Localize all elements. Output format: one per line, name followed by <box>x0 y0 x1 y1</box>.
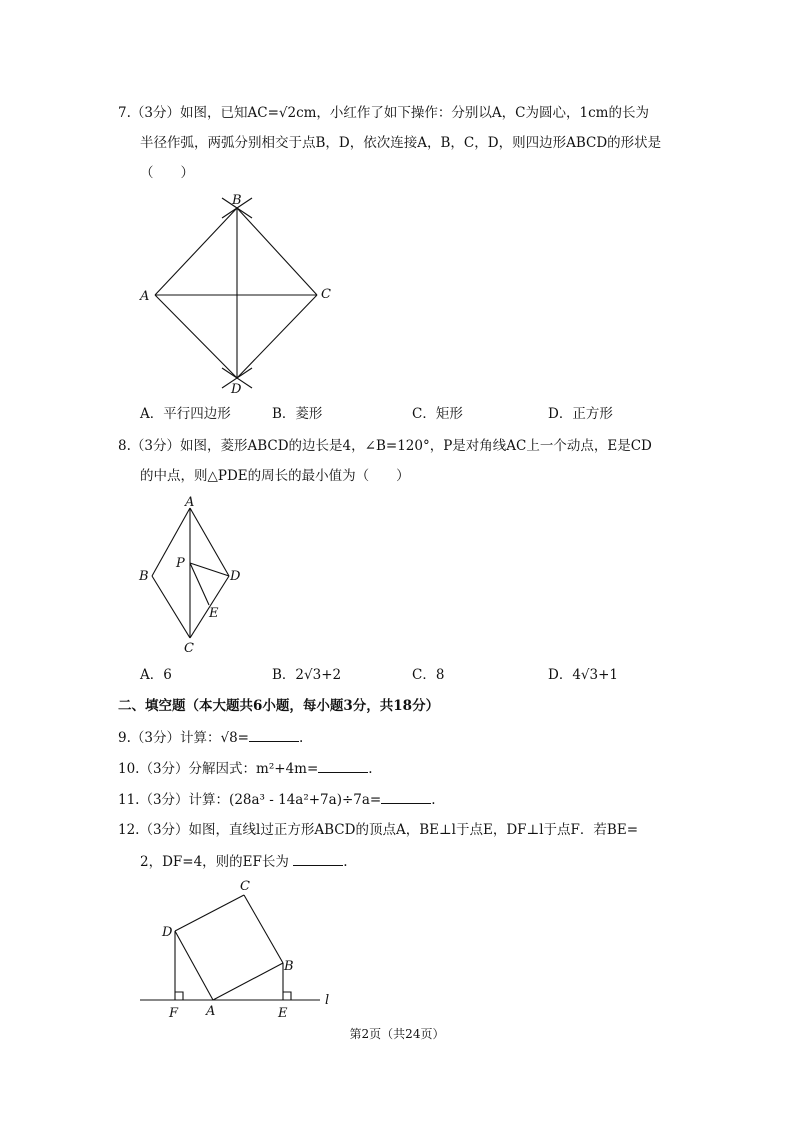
q8-label-B: B <box>139 569 149 584</box>
q7-label-D: D <box>231 382 242 397</box>
q12-label-C: C <box>240 879 250 894</box>
q8-label-E: E <box>209 606 219 621</box>
q8-option-a: A．6 <box>140 667 172 683</box>
q8-label-A: A <box>185 495 195 510</box>
section-title: 二、填空题（本大题共6小题，每小题3分，共18分） <box>118 698 440 714</box>
q8-label-P: P <box>176 556 185 571</box>
q7-paren: （ ） <box>140 165 194 181</box>
q7-option-a: A．平行四边形 <box>140 406 231 422</box>
q8-line1: 8.（3分）如图，菱形ABCD的边长是4，∠B=120°，P是对角线AC上一个动点，E是CD <box>118 438 652 454</box>
q12-line2: 2，DF=4，则的EF长为 . <box>140 851 348 872</box>
q12-label-A: A <box>206 1004 216 1019</box>
q7-line2: 半径作弧，两弧分别相交于点B，D，依次连接A，B，C，D，则四边形ABCD的形状是 <box>140 135 662 151</box>
q7-option-c: C．矩形 <box>412 406 463 422</box>
q12-label-l: l <box>325 993 330 1008</box>
q12-label-E: E <box>278 1006 288 1021</box>
q7-option-b: B．菱形 <box>272 406 323 422</box>
q7-label-C: C <box>321 287 331 302</box>
q7-option-d: D．正方形 <box>548 406 613 422</box>
q8-label-D: D <box>230 569 241 584</box>
q11: 11.（3分）计算：(28a³ - 14a²+7a)÷7a= . <box>118 789 436 810</box>
q7-label-B: B <box>232 193 242 208</box>
q12-label-B: B <box>284 959 294 974</box>
q12-label-F: F <box>169 1006 179 1021</box>
q9: 9.（3分）计算：√8= . <box>118 727 303 748</box>
q12-label-D: D <box>162 925 173 940</box>
q10: 10.（3分）分解因式：m²+4m= . <box>118 758 373 779</box>
q7-line1: 7.（3分）如图，已知AC=√2cm，小红作了如下操作：分别以A，C为圆心，1cm的长为 <box>118 105 649 121</box>
q8-label-C: C <box>184 641 194 656</box>
page-footer: 第2页（共24页） <box>349 1027 445 1041</box>
q8-line2: 的中点，则△PDE的周长的最小值为（ ） <box>140 468 410 484</box>
q8-option-b: B．2√3+2 <box>272 667 342 683</box>
q8-option-c: C．8 <box>412 667 445 683</box>
q7-label-A: A <box>140 289 150 304</box>
q12-line1: 12.（3分）如图，直线l过正方形ABCD的顶点A，BE⊥l于点E，DF⊥l于点F．若BE= <box>118 822 638 838</box>
q8-option-d: D．4√3+1 <box>548 667 619 683</box>
